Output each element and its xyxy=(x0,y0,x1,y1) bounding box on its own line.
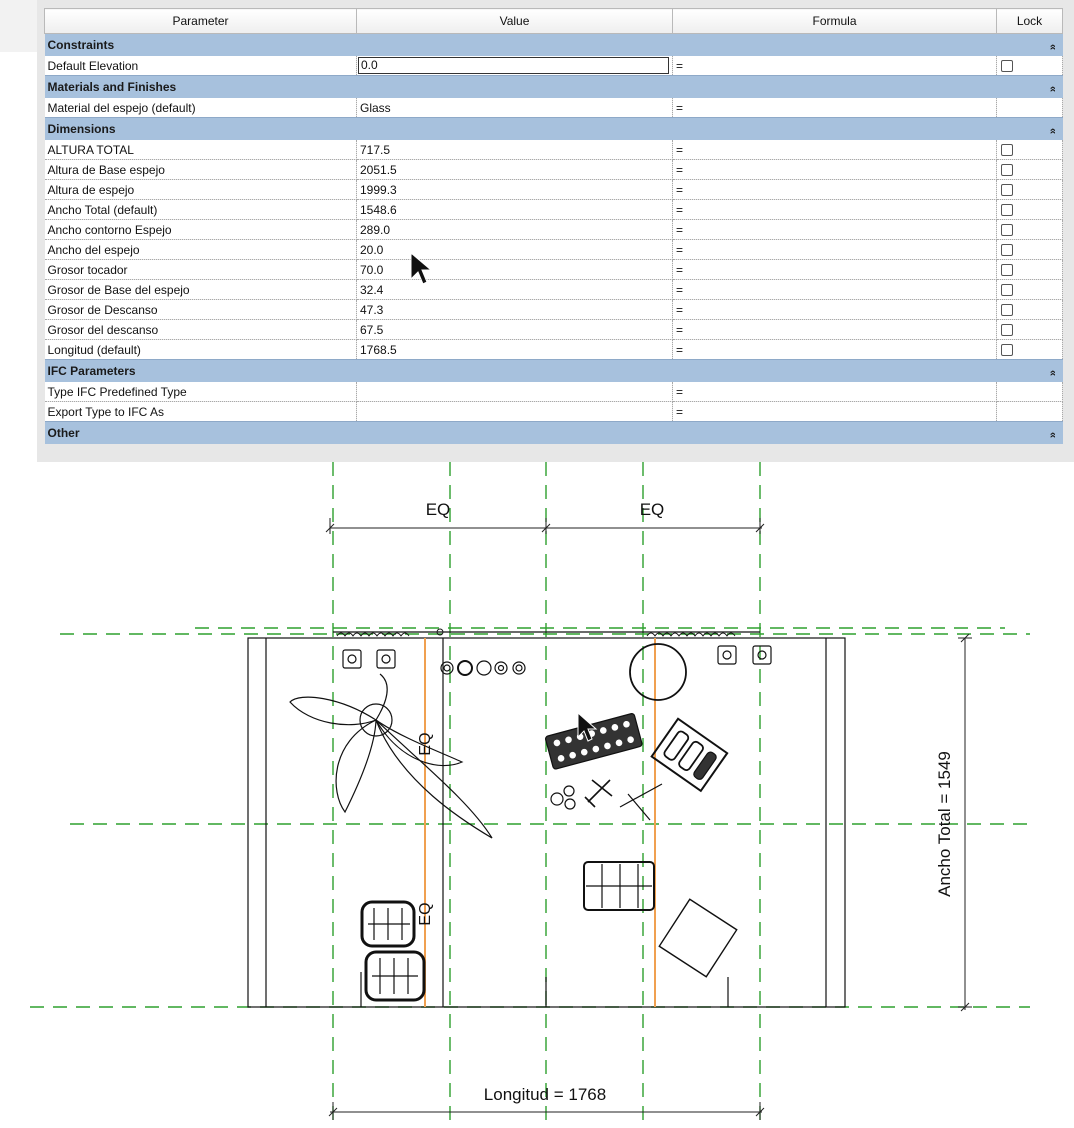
group-header-row[interactable] xyxy=(45,360,1063,383)
parameter-formula[interactable]: = xyxy=(673,160,997,180)
parameter-value[interactable]: 1768.5 xyxy=(357,340,673,360)
parameter-formula[interactable]: = xyxy=(673,382,997,402)
parameter-row[interactable] xyxy=(45,180,1063,200)
knob-1 xyxy=(343,650,361,668)
knob-4 xyxy=(753,646,771,664)
parameter-lock xyxy=(997,240,1063,260)
group-name: Materials and Finishes xyxy=(47,80,177,94)
parameter-lock xyxy=(997,160,1063,180)
lock-checkbox[interactable] xyxy=(1001,324,1013,336)
reference-planes xyxy=(30,462,1030,1128)
parameter-row[interactable] xyxy=(45,160,1063,180)
parameter-name: Default Elevation xyxy=(45,56,357,76)
group-name: Dimensions xyxy=(47,122,116,136)
parameter-lock xyxy=(997,200,1063,220)
parameter-lock xyxy=(997,382,1063,402)
ancho-total-label[interactable]: Ancho Total = 1549 xyxy=(935,751,954,897)
small-rings xyxy=(551,786,575,809)
circle-row xyxy=(441,661,525,675)
plant xyxy=(290,674,492,838)
lock-checkbox[interactable] xyxy=(1001,164,1013,176)
parameter-formula[interactable]: = xyxy=(673,260,997,280)
parameter-row[interactable] xyxy=(45,402,1063,422)
eq-label-vertical-2[interactable]: EQ xyxy=(417,902,434,926)
parameter-table xyxy=(44,8,1063,444)
lock-checkbox[interactable] xyxy=(1001,60,1013,72)
value-edit-field[interactable]: 0.0 xyxy=(358,57,669,74)
parameter-value[interactable] xyxy=(357,402,673,422)
collapse-chevron-icon[interactable]: » xyxy=(1047,127,1060,135)
group-name: Other xyxy=(47,426,80,440)
parameter-row[interactable] xyxy=(45,320,1063,340)
parameter-name: Grosor del descanso xyxy=(45,320,357,340)
parameter-formula[interactable]: = xyxy=(673,402,997,422)
orange-lines xyxy=(425,638,655,1007)
lock-checkbox[interactable] xyxy=(1001,284,1013,296)
pill-tray xyxy=(545,713,643,770)
group-header-cell[interactable] xyxy=(45,422,1063,445)
family-plan-view xyxy=(0,462,1074,1128)
parameter-row[interactable] xyxy=(45,56,1063,76)
eq-label-right[interactable]: EQ xyxy=(639,500,665,519)
lock-checkbox[interactable] xyxy=(1001,344,1013,356)
parameter-lock xyxy=(997,56,1063,76)
parameter-formula[interactable]: = xyxy=(673,98,997,118)
parameter-lock xyxy=(997,260,1063,280)
parameter-name: Altura de Base espejo xyxy=(45,160,357,180)
parameter-lock xyxy=(997,340,1063,360)
group-header-row[interactable] xyxy=(45,422,1063,445)
parameter-formula[interactable]: = xyxy=(673,300,997,320)
lock-checkbox[interactable] xyxy=(1001,244,1013,256)
column-header-parameter[interactable]: Parameter xyxy=(45,9,357,34)
parameter-name: Altura de espejo xyxy=(45,180,357,200)
eq-label-vertical-1[interactable]: EQ xyxy=(417,732,434,756)
longitud-label[interactable]: Longitud = 1768 xyxy=(483,1085,607,1104)
lock-checkbox[interactable] xyxy=(1001,144,1013,156)
parameter-lock xyxy=(997,180,1063,200)
parameter-value[interactable]: 67.5 xyxy=(357,320,673,340)
parameter-value[interactable]: 717.5 xyxy=(357,140,673,160)
group-name: IFC Parameters xyxy=(47,364,136,378)
parameter-value[interactable]: 1999.3 xyxy=(357,180,673,200)
parameter-name: Ancho contorno Espejo xyxy=(45,220,357,240)
parameter-value[interactable]: 70.0 xyxy=(357,260,673,280)
knob-2 xyxy=(377,650,395,668)
brush-box xyxy=(652,719,728,791)
collapse-chevron-icon[interactable]: » xyxy=(1047,85,1060,93)
parameter-value[interactable]: 1548.6 xyxy=(357,200,673,220)
jar-1 xyxy=(362,902,414,946)
group-name: Constraints xyxy=(47,38,115,52)
group-header-cell[interactable] xyxy=(45,76,1063,99)
parameter-value[interactable] xyxy=(357,56,673,76)
parameter-row[interactable] xyxy=(45,240,1063,260)
family-types-panel xyxy=(0,0,1074,462)
collapse-chevron-icon[interactable]: » xyxy=(1047,431,1060,439)
parameter-lock xyxy=(997,98,1063,118)
parameter-lock xyxy=(997,320,1063,340)
parameter-lock xyxy=(997,140,1063,160)
jar-2 xyxy=(366,952,424,1000)
lock-checkbox[interactable] xyxy=(1001,184,1013,196)
lock-checkbox[interactable] xyxy=(1001,224,1013,236)
knob-3 xyxy=(718,646,736,664)
square-tray xyxy=(659,899,736,976)
group-header-cell[interactable] xyxy=(45,34,1063,57)
parameter-name: Longitud (default) xyxy=(45,340,357,360)
collapse-chevron-icon[interactable]: » xyxy=(1047,43,1060,51)
parameter-formula[interactable]: = xyxy=(673,56,997,76)
parameter-name: Grosor tocador xyxy=(45,260,357,280)
lock-checkbox[interactable] xyxy=(1001,204,1013,216)
group-header-cell[interactable] xyxy=(45,118,1063,141)
group-header-row[interactable] xyxy=(45,34,1063,57)
table-header-row xyxy=(45,9,1063,34)
parameter-name: ALTURA TOTAL xyxy=(45,140,357,160)
mouse-cursor-icon xyxy=(410,252,434,290)
parameter-value[interactable]: 47.3 xyxy=(357,300,673,320)
parameter-value[interactable] xyxy=(357,382,673,402)
parameter-name: Grosor de Base del espejo xyxy=(45,280,357,300)
parameter-formula[interactable]: = xyxy=(673,320,997,340)
parameter-formula[interactable]: = xyxy=(673,280,997,300)
parameter-formula[interactable]: = xyxy=(673,200,997,220)
column-header-value[interactable]: Value xyxy=(357,9,673,34)
parameter-formula[interactable]: = xyxy=(673,180,997,200)
parameter-row[interactable] xyxy=(45,382,1063,402)
parameter-row[interactable] xyxy=(45,200,1063,220)
parameter-value[interactable]: 20.0 xyxy=(357,240,673,260)
parameter-row[interactable] xyxy=(45,280,1063,300)
group-header-cell[interactable] xyxy=(45,360,1063,383)
parameter-formula[interactable]: = xyxy=(673,220,997,240)
parameter-name: Export Type to IFC As xyxy=(45,402,357,422)
column-header-formula[interactable]: Formula xyxy=(673,9,997,34)
column-header-lock[interactable]: Lock xyxy=(997,9,1063,34)
parameter-formula[interactable]: = xyxy=(673,240,997,260)
group-header-row[interactable] xyxy=(45,76,1063,99)
parameter-name: Material del espejo (default) xyxy=(45,98,357,118)
parameter-value[interactable]: 2051.5 xyxy=(357,160,673,180)
parameter-formula[interactable]: = xyxy=(673,140,997,160)
parameter-value[interactable]: Glass xyxy=(357,98,673,118)
parameter-value[interactable]: 32.4 xyxy=(357,280,673,300)
parameter-lock xyxy=(997,280,1063,300)
lock-checkbox[interactable] xyxy=(1001,304,1013,316)
parameter-row[interactable] xyxy=(45,220,1063,240)
parameter-row[interactable] xyxy=(45,140,1063,160)
group-header-row[interactable] xyxy=(45,118,1063,141)
parameter-name: Ancho Total (default) xyxy=(45,200,357,220)
round-mirror xyxy=(630,644,686,700)
parameter-row[interactable] xyxy=(45,98,1063,118)
parameter-name: Grosor de Descanso xyxy=(45,300,357,320)
eq-label-left[interactable]: EQ xyxy=(425,500,451,519)
parameter-name: Ancho del espejo xyxy=(45,240,357,260)
parameter-lock xyxy=(997,300,1063,320)
parameter-name: Type IFC Predefined Type xyxy=(45,382,357,402)
parameter-value[interactable]: 289.0 xyxy=(357,220,673,240)
parameter-lock xyxy=(997,220,1063,240)
parameter-row[interactable] xyxy=(45,300,1063,320)
parameter-row[interactable] xyxy=(45,340,1063,360)
collapse-chevron-icon[interactable]: » xyxy=(1047,369,1060,377)
dialog-edge xyxy=(0,0,37,52)
parameter-row[interactable] xyxy=(45,260,1063,280)
parameter-formula[interactable]: = xyxy=(673,340,997,360)
parameter-lock xyxy=(997,402,1063,422)
lock-checkbox[interactable] xyxy=(1001,264,1013,276)
cross-tool xyxy=(585,780,612,807)
fixtures xyxy=(290,644,771,1000)
